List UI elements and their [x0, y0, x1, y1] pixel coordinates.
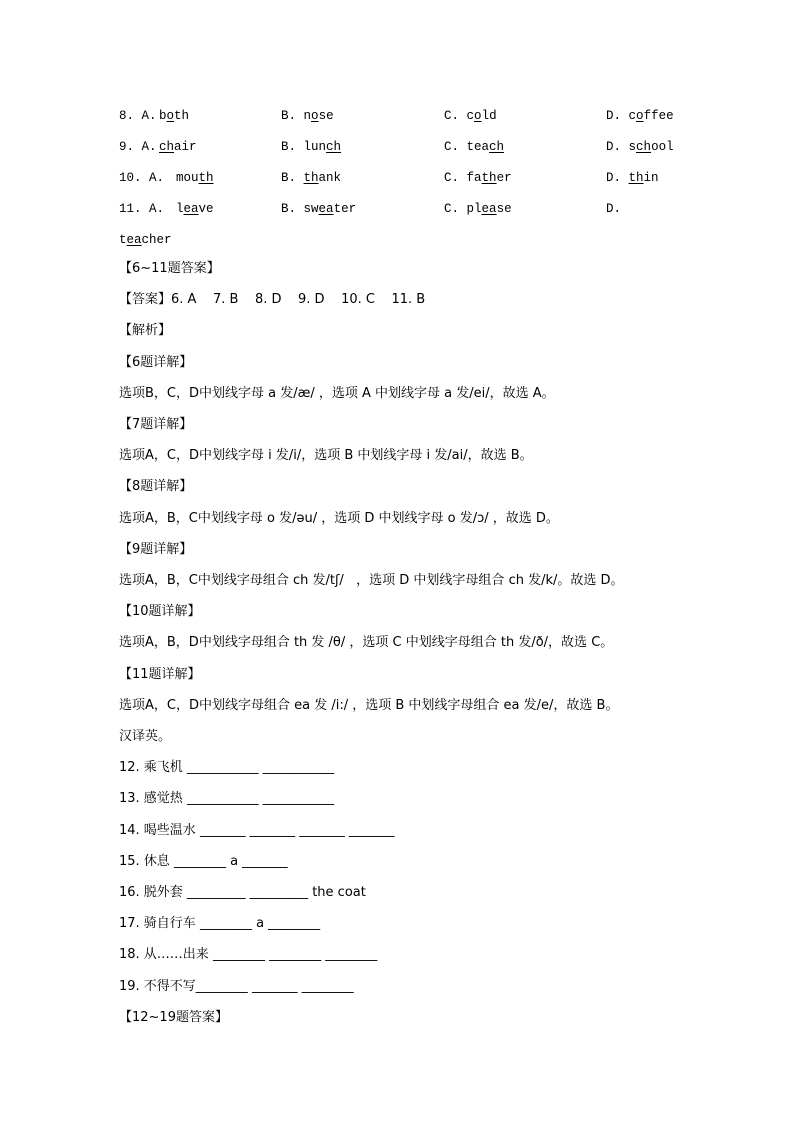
underlined-letters: ch — [489, 140, 505, 154]
question-number: 11. A. — [119, 202, 165, 216]
word-part: ank — [318, 171, 342, 185]
text-line: 15. 休息 ________ a _______ — [119, 853, 288, 869]
option-label: D. — [606, 109, 622, 123]
word-part: se — [318, 109, 334, 123]
text-line: 选项B，C，D中划线字母 a 发/æ/ ，选项 A 中划线字母 a 发/ei/，故选 A。 — [119, 385, 555, 401]
text-line: 【6~11题答案】 — [119, 261, 220, 276]
text-line: 汉译英。 — [119, 729, 172, 744]
text-line: 14. 喝些温水 _______ _______ _______ _______ — [119, 822, 395, 838]
question-row — [119, 199, 719, 219]
word-part: mou — [176, 171, 199, 185]
option — [159, 106, 189, 126]
text-line: 【9题详解】 — [119, 541, 193, 557]
underlined-letters: o — [311, 109, 319, 123]
option — [606, 168, 659, 188]
option — [606, 199, 629, 219]
text-line: 13. 感觉热 ___________ ___________ — [119, 791, 335, 807]
option-label: B. — [281, 202, 297, 216]
text-line: 【10题详解】 — [119, 604, 201, 620]
underlined-letters: ea — [481, 202, 497, 216]
word-part: pl — [466, 202, 482, 216]
option — [444, 199, 512, 219]
option-label: C. — [444, 109, 460, 123]
word-part: th — [174, 109, 190, 123]
underlined-letters: th — [628, 171, 644, 185]
option — [444, 168, 512, 188]
option — [444, 137, 504, 157]
question-number: 9. A. — [119, 140, 157, 154]
underlined-letters: ch — [159, 140, 175, 154]
option-label: B. — [281, 140, 297, 154]
word-part: cher — [141, 233, 172, 247]
question-row — [119, 168, 719, 188]
question-row — [119, 137, 719, 157]
option — [281, 199, 356, 219]
word-part: ve — [198, 202, 214, 216]
wrapped-option-word — [119, 230, 172, 250]
word-part: ter — [333, 202, 357, 216]
text-line: 选项A，B，C中划线字母 o 发/əu/ ，选项 D 中划线字母 o 发/ɔ/ ，故选 D。 — [119, 510, 559, 526]
word-part: se — [496, 202, 512, 216]
question-number: 10. A. — [119, 171, 165, 185]
text-line: 17. 骑自行车 ________ a ________ — [119, 916, 321, 932]
text-line: 【12~19题答案】 — [119, 1009, 228, 1025]
option-label: B. — [281, 109, 297, 123]
text-line: 选项A，B，D中划线字母组合 th 发 /θ/ ，选项 C 中划线字母组合 th 发/ð/，故选 C。 — [119, 635, 614, 651]
option — [281, 106, 334, 126]
text-line: 18. 从……出来 ________ ________ ________ — [119, 947, 378, 963]
text-line: 12. 乘飞机 ___________ ___________ — [119, 760, 335, 776]
underlined-letters: ch — [636, 140, 652, 154]
option-label: C. — [444, 140, 460, 154]
text-line: 16. 脱外套 _________ _________ the coat — [119, 885, 366, 900]
word-part: s — [628, 140, 637, 154]
word-part: ffee — [643, 109, 674, 123]
text-line: 【11题详解】 — [119, 666, 201, 682]
word-part: n — [303, 109, 312, 123]
underlined-letters: o — [166, 109, 175, 123]
word-part: in — [643, 171, 659, 185]
text-line: 【答案】6. A 7. B 8. D 9. D 10. C 11. B — [119, 292, 426, 308]
text-line: 【6题详解】 — [119, 354, 193, 370]
option — [606, 106, 674, 126]
option — [159, 137, 197, 157]
text-line: 选项A，B，C中划线字母组合 ch 发/tʃ/ ，选项 D 中划线字母组合 ch 发/k/。故选 D。 — [119, 573, 624, 588]
underlined-letters: o — [474, 109, 482, 123]
underlined-letters: ea — [183, 202, 199, 216]
underlined-letters: o — [636, 109, 644, 123]
text-line: 【7题详解】 — [119, 417, 193, 432]
word-part: c — [466, 109, 475, 123]
text-line: 选项A，C，D中划线字母 i 发/i/，选项 B 中划线字母 i 发/ai/，故选 B。 — [119, 448, 533, 464]
word-part: lun — [303, 140, 327, 154]
text-line: 19. 不得不写________ _______ ________ — [119, 978, 354, 994]
option-label: B. — [281, 171, 297, 185]
word-part: er — [496, 171, 512, 185]
word-part: tea — [466, 140, 490, 154]
option-label: C. — [444, 171, 460, 185]
question-number: 8. A. — [119, 109, 157, 123]
word-part: ld — [481, 109, 497, 123]
text-line: 【8题详解】 — [119, 479, 193, 495]
word-part: b — [159, 109, 167, 123]
underlined-letters: ea — [318, 202, 334, 216]
option-label: D. — [606, 202, 622, 216]
option — [444, 106, 497, 126]
option-label: D. — [606, 140, 622, 154]
word-part: air — [174, 140, 197, 154]
text-line: 【解析】 — [119, 323, 172, 339]
text-line: 选项A，C，D中划线字母组合 ea 发 /i:/ ，选项 B 中划线字母组合 ea 发/e/，故选 B。 — [119, 697, 619, 713]
word-part: t — [119, 233, 127, 247]
word-part: ool — [651, 140, 674, 154]
option-label: D. — [606, 171, 622, 185]
word-part: sw — [303, 202, 319, 216]
option — [176, 199, 214, 219]
underlined-letters: ch — [326, 140, 342, 154]
option — [606, 137, 674, 157]
word-part: fa — [466, 171, 482, 185]
option-label: C. — [444, 202, 460, 216]
underlined-letters: ea — [126, 233, 142, 247]
option — [176, 168, 214, 188]
word-part: c — [628, 109, 637, 123]
underlined-letters: th — [481, 171, 497, 185]
option — [281, 137, 341, 157]
underlined-letters: th — [303, 171, 319, 185]
word-part: l — [176, 202, 184, 216]
option — [281, 168, 341, 188]
question-row — [119, 106, 719, 126]
underlined-letters: th — [198, 171, 214, 185]
